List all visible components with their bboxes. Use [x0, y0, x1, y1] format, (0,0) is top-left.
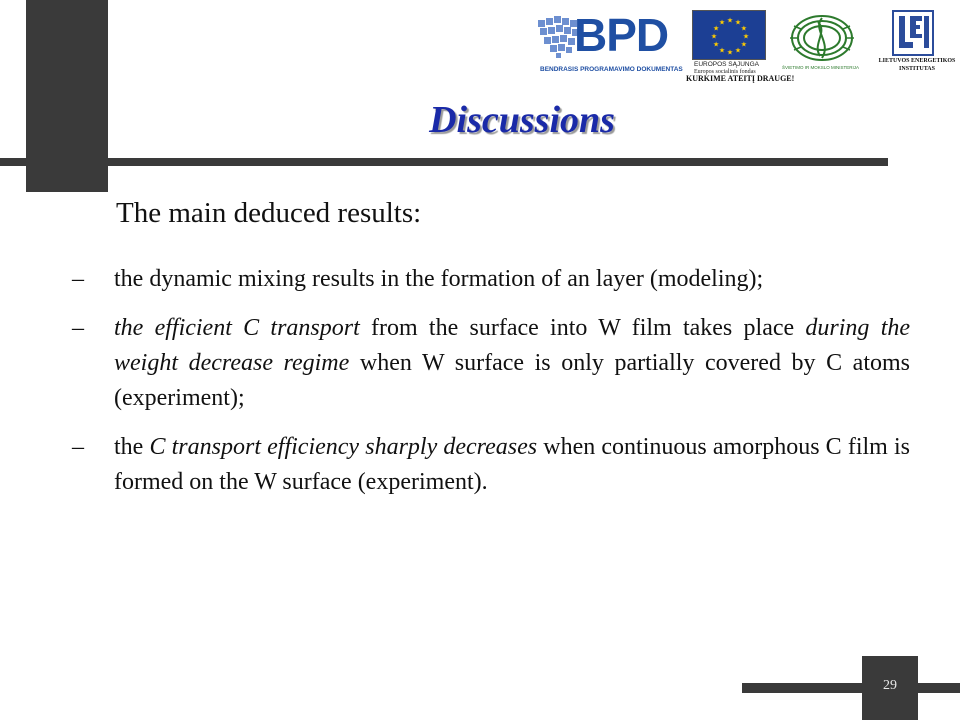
eu-logo [692, 10, 768, 80]
lei-logo [874, 10, 960, 82]
eu-fund-caption: Europos socialinis fondas [694, 69, 756, 75]
bullet-marker: – [72, 434, 84, 460]
page-number: 29 [883, 678, 897, 693]
eu-star-icon: ★ [718, 46, 726, 55]
ministry-emblem-icon [782, 12, 862, 64]
lei-mark-icon [892, 10, 934, 56]
list-item [70, 430, 910, 500]
bullet-text: from the surface into W film takes place [359, 315, 806, 341]
bullet-text: when continuous amorphous C film is formed on the W surface (experiment). [114, 434, 910, 495]
title-divider [0, 158, 888, 166]
bullet-text: when W surface is only partially covered by C atoms (experiment); [114, 350, 910, 411]
eu-star-icon: ★ [710, 32, 718, 41]
lei-subcaption: INSTITUTAS [899, 66, 935, 72]
bpd-wordmark: BPD [574, 9, 669, 61]
bpd-logo [528, 8, 688, 78]
logo-bar [528, 6, 960, 90]
eu-flag-icon [692, 10, 766, 60]
eu-star-icon: ★ [734, 18, 742, 27]
ministry-logo [782, 12, 862, 74]
eu-star-icon: ★ [740, 40, 748, 49]
bpd-caption: BENDRASIS PROGRAMAVIMO DOKUMENTAS [540, 66, 683, 73]
eu-star-icon: ★ [726, 48, 734, 57]
list-item [70, 262, 910, 297]
emphasis-text: the efficient C transport [114, 315, 360, 341]
ministry-caption: ŠVIETIMO IR MOKSLO MINISTERIJA [782, 65, 860, 70]
eu-star-icon: ★ [742, 32, 750, 41]
eu-star-icon: ★ [734, 46, 742, 55]
bullet-marker: – [72, 315, 84, 341]
eu-star-icon: ★ [712, 40, 720, 49]
eu-star-icon: ★ [718, 18, 726, 27]
list-item [70, 311, 910, 416]
emphasis-text: during the weight decrease regime [114, 315, 911, 376]
results-list [70, 262, 910, 514]
eu-star-icon: ★ [712, 24, 720, 33]
eu-caption: EUROPOS SĄJUNGA [694, 61, 760, 68]
subtitle: The main deduced results: [116, 197, 422, 229]
bullet-marker: – [72, 266, 84, 292]
eu-star-icon: ★ [740, 24, 748, 33]
bullet-text: the [114, 434, 150, 460]
bullet-text: the dynamic mixing results in the formation of an layer (modeling); [114, 266, 764, 292]
lei-caption: LIETUVOS ENERGETIKOS [878, 58, 956, 64]
eu-star-icon: ★ [726, 16, 734, 25]
emphasis-text: C transport efficiency sharply decreases [149, 434, 538, 460]
footer-rule [742, 683, 960, 693]
slogan: KURKIME ATEITĮ DRAUGE! [686, 74, 795, 83]
slide-title: Discussions [429, 99, 615, 141]
